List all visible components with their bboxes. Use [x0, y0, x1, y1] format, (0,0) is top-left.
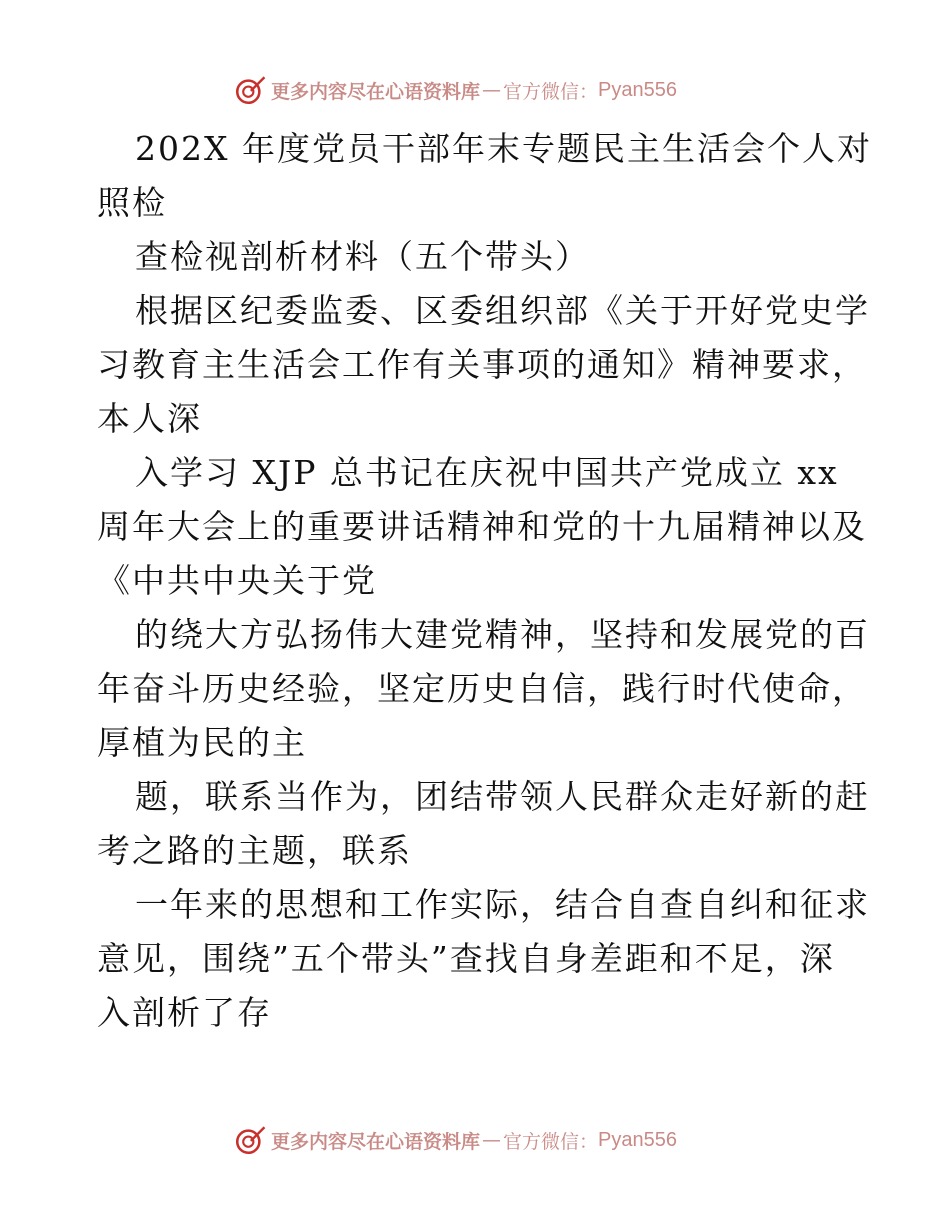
document-line: 查检视剖析材料（五个带头）: [135, 237, 590, 276]
document-line: 入学习 XJP 总书记在庆祝中国共产党成立 xx: [135, 453, 839, 492]
watermark-dash: —: [482, 79, 502, 101]
document-line: 202X 年度党员干部年末专题民主生活会个人对: [135, 129, 872, 168]
document-line: 照检: [97, 183, 167, 222]
document-line: 入剖析了存: [97, 993, 272, 1032]
document-line: 的绕大方弘扬伟大建党精神，坚持和发展党的百: [135, 615, 870, 654]
watermark-main-text: 更多内容尽在心语资料库: [271, 80, 481, 103]
watermark-main-text: 更多内容尽在心语资料库: [271, 1130, 481, 1153]
document-body: [97, 122, 872, 1040]
quill-logo-icon: [233, 1123, 267, 1157]
document-line: 一年来的思想和工作实际，结合自查自纠和征求: [135, 885, 870, 924]
watermark-id: Pyan556: [598, 78, 677, 101]
document-line: 考之路的主题，联系: [97, 831, 412, 870]
document-line: 厚植为民的主: [97, 723, 307, 762]
header-watermark: [0, 70, 950, 110]
document-line: 根据区纪委监委、区委组织部《关于开好党史学: [135, 291, 870, 330]
document-line: 周年大会上的重要讲话精神和党的十九届精神以及: [97, 507, 867, 546]
document-line: 《中共中央关于党: [97, 561, 377, 600]
watermark-suffix: 官方微信：: [503, 80, 599, 103]
quill-logo-icon: [233, 73, 267, 107]
watermark-id: Pyan556: [598, 1128, 677, 1151]
document-line: 意见，围绕”五个带头”查找自身差距和不足，深: [97, 939, 835, 978]
watermark-dash: —: [482, 1129, 502, 1151]
document-line: 年奋斗历史经验，坚定历史自信，践行时代使命，: [97, 669, 867, 708]
document-line: 习教育主生活会工作有关事项的通知》精神要求，: [97, 345, 867, 384]
footer-watermark: [0, 1120, 950, 1160]
watermark-suffix: 官方微信：: [503, 1130, 599, 1153]
document-line: 题，联系当作为，团结带领人民群众走好新的赶: [135, 777, 870, 816]
document-line: 本人深: [97, 399, 202, 438]
